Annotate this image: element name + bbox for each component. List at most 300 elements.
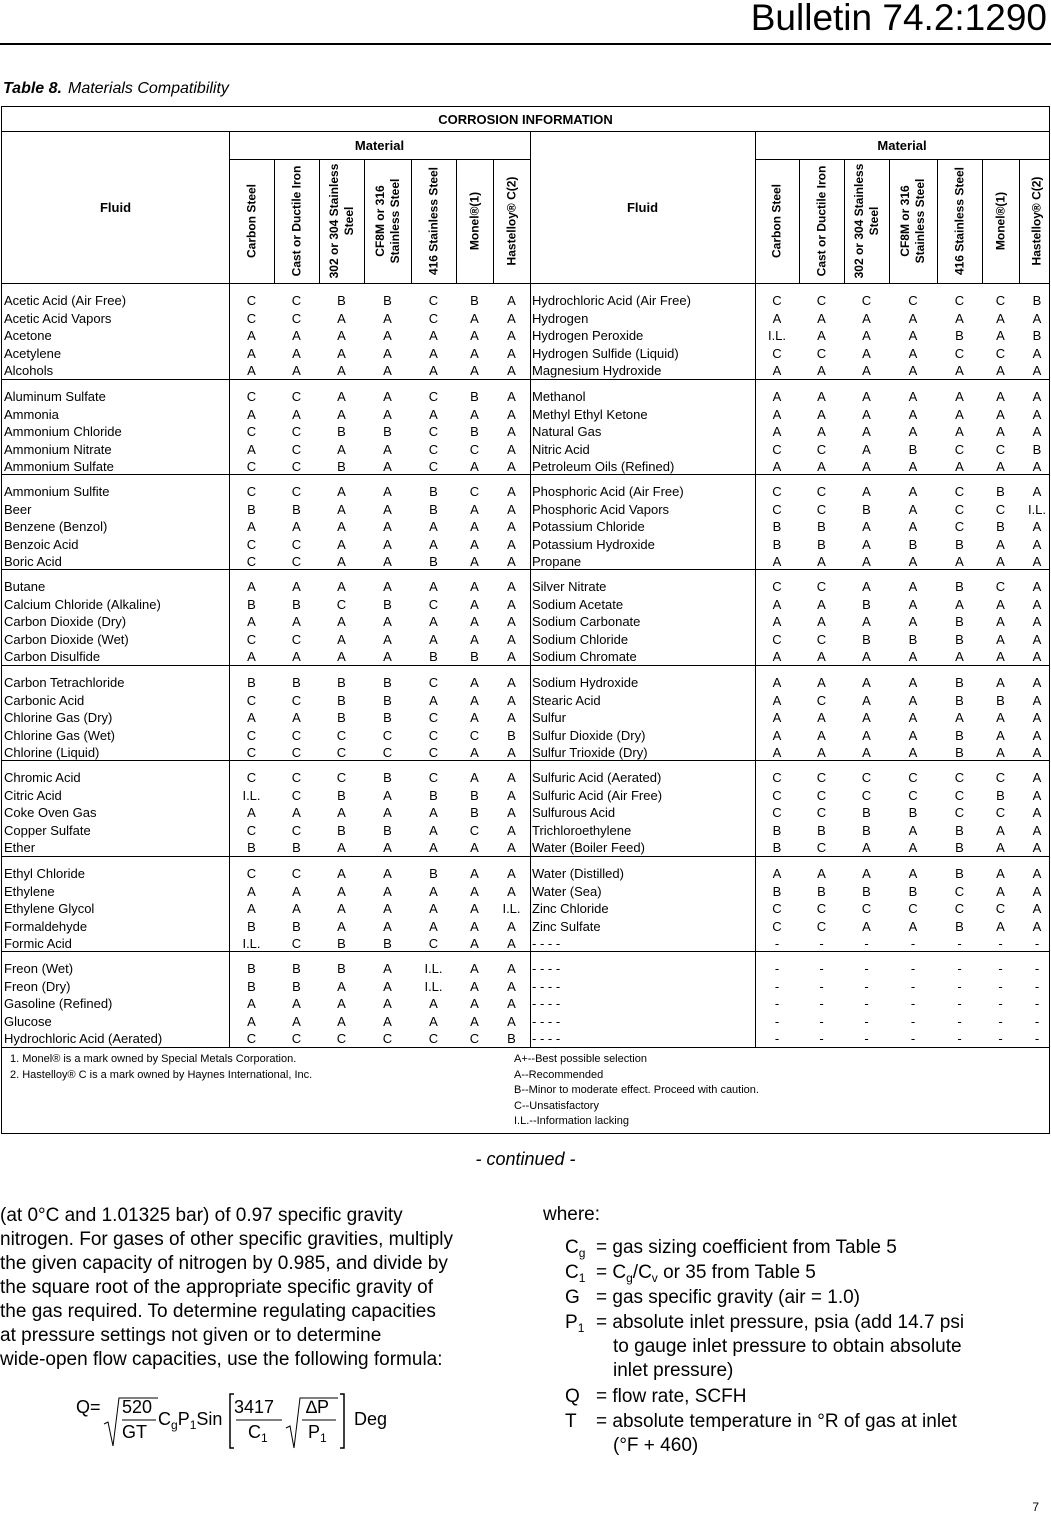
rating-cell: A: [908, 579, 918, 594]
rating-cell: -: [957, 961, 962, 976]
right-rating-col: [755, 483, 799, 571]
rating-cell: B: [817, 883, 826, 899]
rating-cell: A: [1032, 727, 1042, 743]
def-symbol: [565, 1286, 580, 1311]
right-rating-col: [889, 674, 937, 762]
formula-delta-p: ∆P: [306, 1397, 330, 1417]
right-material-col-1: [799, 159, 844, 283]
rating-cell: B: [383, 822, 392, 838]
fluid-name: Carbon Dioxide (Dry): [4, 614, 127, 629]
right-rating-col: [982, 388, 1019, 476]
rating-cell: B: [292, 840, 301, 855]
rating-cell: B: [337, 692, 346, 708]
rating-cell: A: [955, 710, 964, 725]
where-label: where:: [543, 1204, 601, 1225]
rating-cell: B: [292, 501, 301, 517]
left-rating-col: [493, 388, 530, 476]
rating-cell: A: [1032, 866, 1042, 881]
rating-cell: -: [864, 978, 869, 994]
fluid-name: Coke Oven Gas: [4, 805, 97, 820]
rating-cell: A: [337, 805, 346, 820]
rating-cell: C: [246, 484, 257, 499]
rating-cell: C: [816, 579, 827, 594]
rating-cell: A: [507, 389, 516, 404]
def-symbol-main: G: [565, 1287, 580, 1308]
rating-cell: B: [337, 710, 346, 725]
rating-cell: B: [862, 501, 871, 517]
def-text: = absolute temperature in °R of gas at inlet: [596, 1411, 957, 1432]
rating-cell: B: [337, 675, 346, 690]
rating-cell: A: [908, 614, 918, 629]
rating-cell: B: [470, 293, 479, 308]
left-material-col-label: Monel®(1): [467, 191, 481, 251]
legend-item: B--Minor to moderate effect. Proceed with caution.: [514, 1084, 759, 1096]
rating-cell: A: [292, 1013, 301, 1029]
rating-cell: A: [862, 675, 871, 690]
left-material-col-label: 416 Stainless Steel: [426, 166, 440, 276]
right-material-col-label: Monel®(1): [993, 191, 1007, 251]
rating-cell: A: [996, 840, 1005, 855]
rating-cell: A: [470, 770, 479, 785]
footnote-2: 2. Hastelloy® C is a mark owned by Haynes International, Inc.: [10, 1068, 313, 1081]
def-symbol-sub: 1: [578, 1271, 586, 1285]
left-rating-col: [274, 483, 319, 571]
rating-cell: C: [246, 310, 257, 326]
rating-cell: C: [772, 631, 782, 647]
left-material-col-2: [319, 159, 364, 283]
materials-compatibility-table: [1, 106, 1050, 1134]
corrosion-header: CORROSION INFORMATION: [438, 112, 613, 127]
fluid-name: Hydrogen Peroxide: [532, 328, 644, 343]
rating-cell: A: [292, 996, 301, 1011]
rating-cell: -: [910, 961, 916, 976]
fluid-name: Natural Gas: [532, 424, 602, 439]
rating-cell: A: [817, 596, 826, 612]
rating-cell: A: [996, 363, 1005, 378]
fluid-name: - - - -: [532, 961, 561, 976]
def-text-part: v: [651, 1271, 658, 1285]
rating-cell: A: [996, 649, 1005, 664]
def-text: = absolute inlet pressure, psia (add 14.7 psi: [596, 1312, 965, 1333]
rating-cell: A: [507, 1013, 516, 1029]
rating-cell: A: [383, 787, 392, 803]
rating-cell: A: [772, 554, 782, 569]
left-material-col-6: [493, 159, 530, 283]
rating-cell: A: [292, 345, 301, 361]
rating-cell: -: [998, 996, 1003, 1011]
rating-cell: A: [507, 745, 516, 760]
rating-cell: A: [383, 519, 392, 534]
rating-cell: A: [292, 901, 301, 916]
rating-cell: A: [862, 692, 871, 708]
rating-cell: A: [470, 918, 479, 934]
rating-cell: B: [292, 961, 301, 976]
right-rating-col: [799, 674, 844, 762]
rating-cell: B: [292, 675, 301, 690]
rating-cell: A: [470, 310, 479, 326]
rating-cell: A: [507, 536, 516, 552]
right-rating-col: [799, 960, 844, 1048]
fluid-name: - - - -: [532, 1031, 561, 1046]
title-rule: [2, 131, 1049, 132]
rating-cell: A: [862, 579, 871, 594]
rating-cell: C: [336, 770, 347, 785]
rating-cell: A: [383, 996, 392, 1011]
rating-cell: A: [292, 614, 301, 629]
rating-cell: A: [337, 484, 346, 499]
rating-cell: A: [383, 363, 392, 378]
rating-cell: A: [908, 554, 918, 569]
rating-cell: C: [428, 745, 439, 760]
rating-cell: B: [247, 675, 256, 690]
rating-cell: C: [428, 424, 439, 439]
rating-cell: -: [819, 978, 824, 994]
rating-cell: A: [292, 805, 301, 820]
rating-cell: C: [246, 822, 257, 838]
rating-cell: A: [1032, 710, 1042, 725]
left-rating-col: [364, 674, 411, 762]
rating-cell: A: [470, 883, 479, 899]
rating-cell: A: [429, 363, 438, 378]
rating-cell: A: [429, 406, 438, 422]
rating-cell: B: [862, 822, 871, 838]
rating-cell: A: [337, 866, 346, 881]
rating-cell: A: [507, 501, 516, 517]
rating-cell: A: [996, 406, 1005, 422]
rating-cell: B: [908, 631, 918, 647]
rating-cell: A: [337, 363, 346, 378]
left-material-col-4: [411, 159, 456, 283]
fluid-name: Sulfuric Acid (Air Free): [532, 787, 663, 803]
rating-cell: A: [772, 745, 782, 760]
rating-cell: B: [772, 840, 782, 855]
right-fluid-group: [532, 865, 757, 953]
rating-cell: B: [772, 883, 782, 899]
rating-cell: A: [1032, 536, 1042, 552]
rating-cell: A: [470, 501, 479, 517]
fluid-name: Ammonia: [4, 406, 59, 422]
rating-cell: B: [247, 596, 256, 612]
right-rating-col: [982, 865, 1019, 953]
rating-cell: A: [908, 822, 918, 838]
left-rating-col: [229, 292, 274, 380]
rating-cell: C: [816, 631, 827, 647]
rating-cell: B: [247, 840, 256, 855]
rating-cell: C: [861, 787, 872, 803]
rating-cell: C: [469, 441, 480, 457]
right-rating-col: [937, 292, 982, 380]
rating-cell: A: [1032, 805, 1042, 820]
rating-cell: B: [817, 519, 826, 534]
rating-cell: A: [996, 883, 1005, 899]
rating-cell: A: [955, 424, 964, 439]
right-rating-col: [755, 578, 799, 666]
rating-cell: -: [864, 936, 869, 951]
left-rating-col: [274, 674, 319, 762]
fluid-header-left: Fluid: [99, 200, 132, 215]
rating-cell: A: [908, 389, 918, 404]
rating-cell: C: [954, 441, 965, 457]
rating-cell: C: [428, 770, 439, 785]
rating-cell: C: [772, 579, 782, 594]
right-rating-col: [755, 960, 799, 1048]
rating-cell: A: [1032, 787, 1042, 803]
fluid-name: Potassium Hydroxide: [532, 536, 655, 552]
rating-cell: A: [429, 1013, 438, 1029]
rating-cell: C: [382, 727, 393, 743]
rating-cell: A: [908, 727, 918, 743]
left-rating-col: [411, 960, 456, 1048]
rating-cell: A: [1032, 631, 1042, 647]
rating-cell: -: [910, 1013, 916, 1029]
rating-cell: A: [996, 424, 1005, 439]
rating-cell: A: [507, 293, 516, 308]
rating-cell: B: [383, 692, 392, 708]
rating-cell: C: [291, 631, 302, 647]
fluid-name: Formaldehyde: [4, 918, 88, 934]
left-material-col-3: [364, 159, 411, 283]
right-fluid-group: [532, 292, 757, 380]
rating-cell: -: [1034, 961, 1040, 976]
rating-cell: C: [246, 536, 257, 552]
rating-cell: A: [955, 310, 964, 326]
fluid-name: Sodium Hydroxide: [532, 675, 639, 690]
left-rating-col: [274, 769, 319, 857]
rating-cell: A: [429, 345, 438, 361]
rating-cell: A: [1032, 692, 1042, 708]
right-material-col-3: [889, 159, 937, 283]
rating-cell: B: [429, 866, 438, 881]
rating-cell: A: [383, 631, 392, 647]
rating-cell: C: [382, 745, 393, 760]
rating-cell: A: [862, 459, 871, 474]
fluid-name: Water (Distilled): [532, 866, 624, 881]
rating-cell: -: [998, 1013, 1003, 1029]
rating-cell: A: [996, 918, 1005, 934]
rating-cell: A: [955, 389, 964, 404]
rating-cell: C: [428, 441, 439, 457]
rating-cell: B: [337, 459, 346, 474]
rating-cell: A: [772, 389, 782, 404]
formula-sin: Sin: [196, 1409, 223, 1429]
def-text: inlet pressure): [613, 1360, 734, 1381]
rating-cell: C: [954, 484, 965, 499]
rating-cell: -: [1034, 1013, 1040, 1029]
rating-cell: A: [383, 554, 392, 569]
fluid-name: Alcohols: [4, 363, 54, 378]
right-rating-col: [982, 292, 1019, 380]
rating-cell: A: [908, 501, 918, 517]
rating-cell: A: [247, 363, 256, 378]
left-rating-col: [456, 578, 493, 666]
left-material-col-0: [229, 159, 274, 283]
rating-cell: B: [337, 787, 346, 803]
fluid-name: Boric Acid: [4, 554, 62, 569]
left-fluid-group: [4, 578, 231, 666]
rating-cell: A: [337, 501, 346, 517]
rating-cell: C: [816, 918, 827, 934]
left-rating-col: [456, 674, 493, 762]
fluid-name: Acetic Acid (Air Free): [4, 293, 127, 308]
rating-cell: C: [291, 770, 302, 785]
rating-cell: B: [955, 675, 964, 690]
rating-cell: C: [428, 310, 439, 326]
rating-cell: A: [507, 424, 516, 439]
body-text-line: the given capacity of nitrogen by 0.985, and divide by: [0, 1253, 448, 1274]
rating-cell: -: [957, 978, 962, 994]
left-rating-col: [411, 769, 456, 857]
rating-cell: A: [383, 614, 392, 629]
rating-cell: A: [292, 649, 301, 664]
fluid-name: Benzoic Acid: [4, 536, 79, 552]
rating-cell: B: [470, 649, 479, 664]
rating-cell: C: [816, 501, 827, 517]
right-material-col-label: 416 Stainless Steel: [952, 166, 966, 276]
left-fluid-group: [4, 960, 231, 1048]
rating-cell: B: [470, 787, 479, 803]
fluid-name: Ethylene Glycol: [4, 901, 95, 916]
rating-cell: C: [291, 536, 302, 552]
left-rating-col: [364, 292, 411, 380]
rating-cell: C: [291, 293, 302, 308]
rating-cell: A: [862, 745, 871, 760]
right-rating-col: [1019, 865, 1051, 953]
rating-cell: A: [996, 614, 1005, 629]
def-text: = flow rate, SCFH: [596, 1386, 747, 1407]
left-rating-col: [229, 960, 274, 1048]
rating-cell: -: [957, 1031, 962, 1046]
rating-cell: A: [908, 484, 918, 499]
left-rating-col: [229, 769, 274, 857]
right-rating-col: [889, 865, 937, 953]
rating-cell: B: [908, 441, 918, 457]
rating-cell: A: [507, 441, 516, 457]
rating-cell: A: [383, 345, 392, 361]
left-rating-col: [364, 769, 411, 857]
rating-cell: A: [817, 554, 826, 569]
rating-cell: I.L.: [1027, 501, 1047, 517]
rating-cell: -: [819, 936, 824, 951]
right-material-col-label: Carbon Steel: [769, 184, 784, 259]
rating-cell: B: [383, 770, 392, 785]
rating-cell: A: [470, 901, 479, 916]
rating-cell: A: [817, 310, 826, 326]
left-material-col-label: 302 or 304 Stainless Steel: [326, 163, 356, 279]
right-material-col-0: [755, 159, 799, 283]
rating-cell: A: [470, 936, 479, 951]
rating-cell: A: [862, 918, 871, 934]
formula-c: C: [158, 1409, 171, 1429]
rating-cell: A: [470, 840, 479, 855]
rating-cell: A: [862, 519, 871, 534]
rating-cell: A: [429, 692, 438, 708]
rating-cell: C: [995, 345, 1006, 361]
rating-cell: C: [428, 389, 439, 404]
rating-cell: A: [996, 596, 1005, 612]
rating-cell: A: [507, 883, 516, 899]
continued-label: - continued -: [475, 1149, 576, 1169]
rating-cell: C: [772, 805, 782, 820]
rating-cell: B: [955, 692, 964, 708]
rating-cell: A: [292, 883, 301, 899]
rating-cell: -: [774, 1031, 780, 1046]
rating-cell: A: [507, 840, 516, 855]
rating-cell: A: [996, 310, 1005, 326]
fluid-name: Beer: [4, 501, 32, 517]
rating-cell: A: [507, 631, 516, 647]
fluid-name: Chlorine Gas (Wet): [4, 727, 116, 743]
rating-cell: A: [383, 649, 392, 664]
rating-cell: A: [817, 389, 826, 404]
fluid-name: - - - -: [532, 978, 561, 994]
right-material-col-label: 302 or 304 Stainless Steel: [851, 163, 881, 279]
left-rating-col: [319, 674, 364, 762]
rating-cell: A: [470, 745, 479, 760]
fluid-name: Phosphoric Acid Vapors: [532, 501, 670, 517]
rating-cell: B: [337, 293, 346, 308]
rating-cell: C: [816, 805, 827, 820]
rating-cell: A: [908, 840, 918, 855]
rating-cell: A: [383, 389, 392, 404]
right-fluid-group: [532, 960, 757, 1048]
rating-cell: A: [1032, 579, 1042, 594]
fluid-name: Hydrogen Sulfide (Liquid): [532, 345, 679, 361]
fluid-name: Zinc Chloride: [532, 901, 609, 916]
rating-cell: C: [995, 501, 1006, 517]
rating-cell: C: [954, 345, 965, 361]
left-rating-col: [456, 769, 493, 857]
rating-cell: B: [862, 805, 871, 820]
rating-cell: B: [383, 424, 392, 439]
rating-cell: A: [908, 424, 918, 439]
left-rating-col: [411, 865, 456, 953]
right-fluid-group: [532, 769, 757, 857]
right-rating-col: [889, 388, 937, 476]
body-text: [0, 1204, 510, 1372]
rating-cell: -: [864, 1013, 869, 1029]
rating-cell: -: [910, 978, 916, 994]
formula-den-c-sub: 1: [261, 1431, 268, 1445]
header-rule: [0, 43, 1051, 45]
left-material-col-label: Carbon Steel: [244, 184, 258, 259]
rating-cell: A: [996, 675, 1005, 690]
rating-cell: A: [292, 363, 301, 378]
rating-cell: A: [908, 310, 918, 326]
rating-cell: A: [862, 441, 871, 457]
rating-cell: A: [470, 978, 479, 994]
rating-cell: B: [429, 501, 438, 517]
rating-cell: B: [247, 978, 256, 994]
rating-cell: B: [383, 293, 392, 308]
rating-cell: A: [862, 866, 871, 881]
rating-cell: A: [247, 1013, 256, 1029]
rating-cell: C: [995, 805, 1006, 820]
rating-cell: B: [862, 596, 871, 612]
rating-cell: A: [1032, 459, 1042, 474]
rating-cell: -: [864, 961, 869, 976]
rating-cell: A: [507, 961, 516, 976]
rating-cell: C: [428, 293, 439, 308]
rating-cell: A: [1032, 770, 1042, 785]
rating-cell: A: [292, 579, 301, 594]
rating-cell: A: [862, 389, 871, 404]
fluid-header-right: Fluid: [626, 200, 659, 215]
fluid-name: Sulfur Trioxide (Dry): [532, 745, 648, 760]
def-text-part: /C: [632, 1262, 652, 1283]
rating-cell: A: [1032, 363, 1042, 378]
rating-cell: C: [954, 787, 965, 803]
rating-cell: C: [246, 1031, 257, 1046]
